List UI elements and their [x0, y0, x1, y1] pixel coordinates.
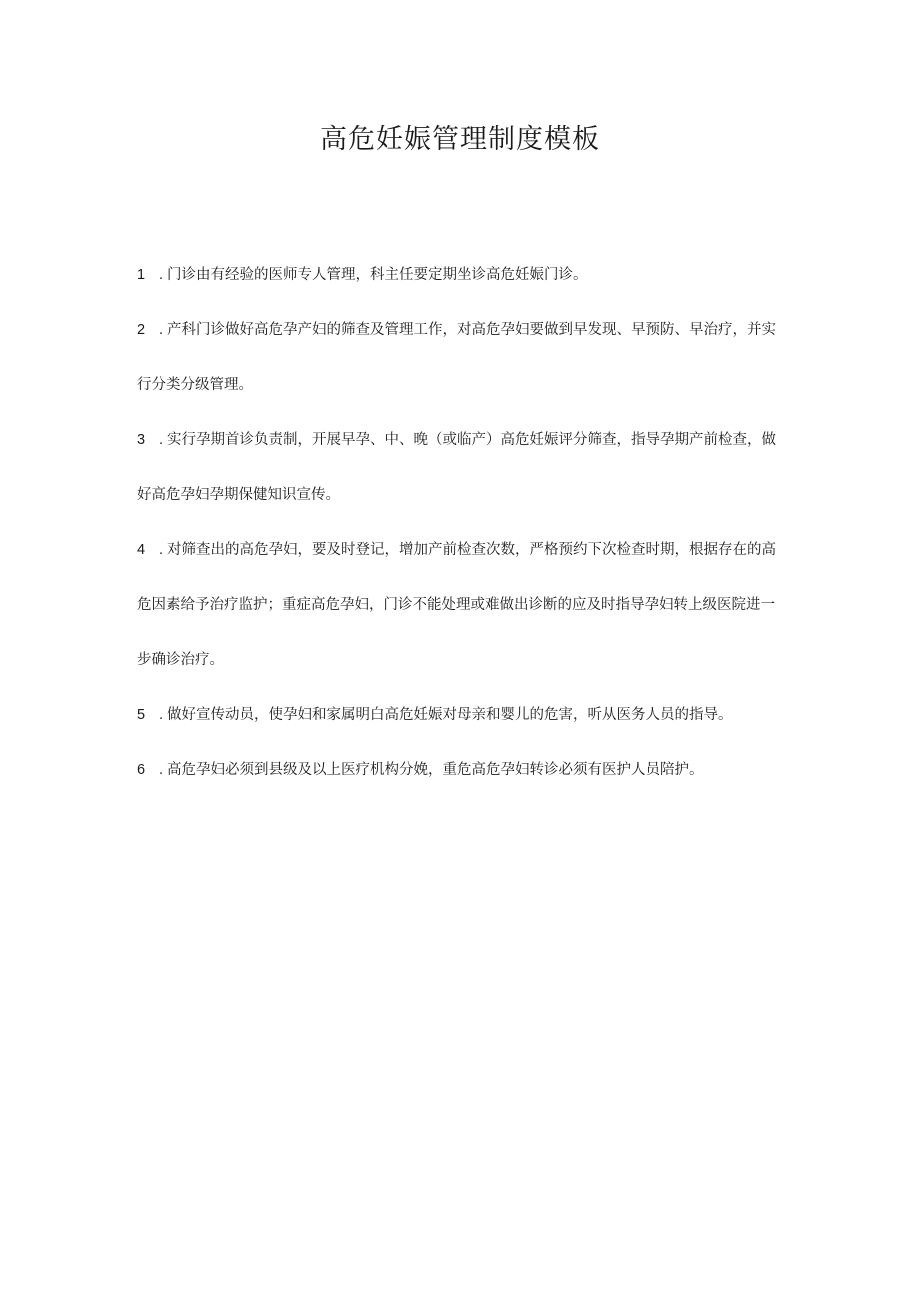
item-number: 6 — [137, 762, 146, 778]
list-item — [137, 523, 787, 688]
list-item — [137, 248, 787, 303]
item-number: 5 — [137, 707, 146, 723]
item-text: 实行孕期首诊负责制，开展早孕、中、晚（或临产）高危妊娠评分筛查，指导孕期产前检查，做好高危孕妇孕期保健知识宣传。 — [137, 432, 776, 503]
list-item — [137, 413, 787, 523]
item-separator: . — [159, 542, 164, 558]
item-number: 4 — [137, 542, 146, 558]
item-text: 高危孕妇必须到县级及以上医疗机构分娩，重危高危孕妇转诊必须有医护人员陪护。 — [167, 762, 704, 778]
item-separator: . — [159, 432, 164, 448]
list-item — [137, 303, 787, 413]
item-text: 对筛查出的高危孕妇，要及时登记，增加产前检查次数，严格预约下次检查时期，根据存在的高危因素给予治疗监护；重症高危孕妇，门诊不能处理或难做出诊断的应及时指导孕妇转上级医院进一步确诊治疗。 — [137, 542, 776, 668]
item-separator: . — [159, 322, 164, 338]
item-text: 门诊由有经验的医师专人管理，科主任要定期坐诊高危妊娠门诊。 — [167, 267, 588, 283]
item-text: 做好宣传动员，使孕妇和家属明白高危妊娠对母亲和婴儿的危害，听从医务人员的指导。 — [167, 707, 733, 723]
item-number: 2 — [137, 322, 146, 338]
list-item — [137, 688, 787, 743]
list-item — [137, 743, 787, 798]
regulation-list — [137, 248, 787, 798]
item-number: 3 — [137, 432, 146, 448]
item-separator: . — [159, 762, 164, 778]
item-text: 产科门诊做好高危孕产妇的筛查及管理工作，对高危孕妇要做到早发现、早预防、早治疗，并实行分类分级管理。 — [137, 322, 776, 393]
item-number: 1 — [137, 267, 146, 283]
document-title: 高危妊娠管理制度模板 — [320, 124, 600, 155]
item-separator: . — [159, 267, 164, 283]
item-separator: . — [159, 707, 164, 723]
